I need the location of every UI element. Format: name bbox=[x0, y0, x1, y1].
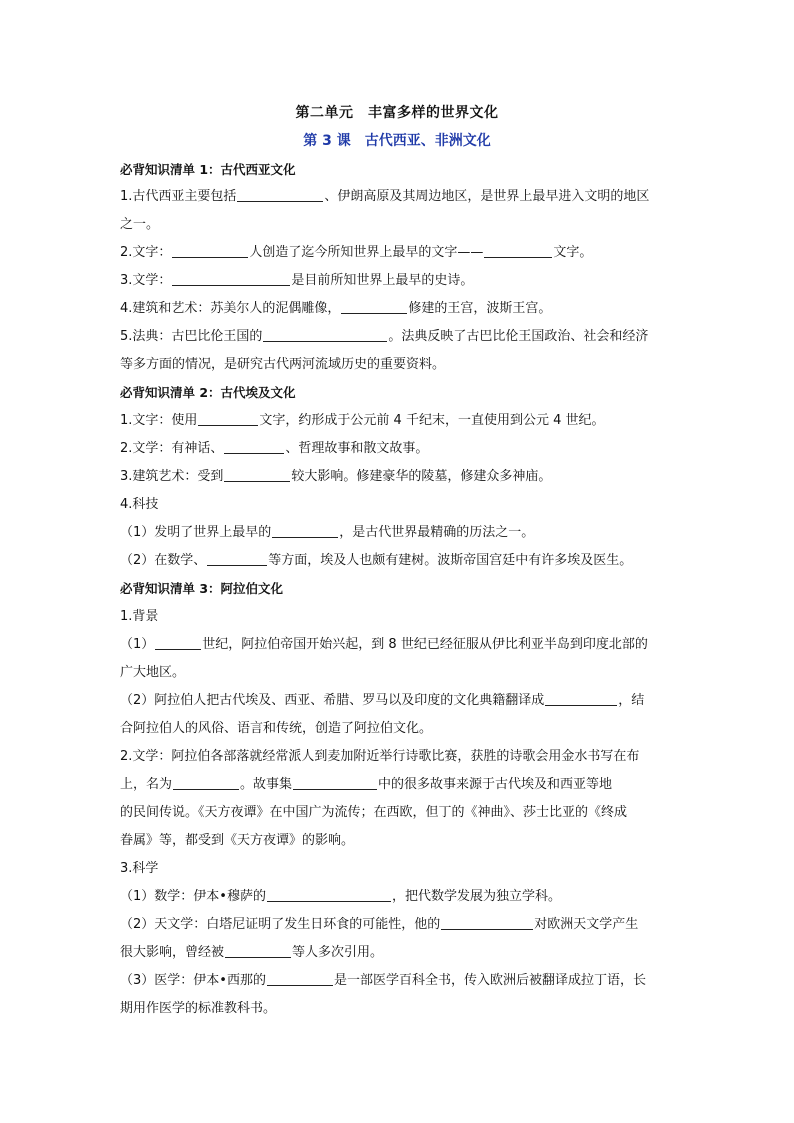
text: 是目前所知世界上最早的史诗。 bbox=[291, 273, 474, 288]
answer-blank bbox=[341, 299, 407, 314]
text: 等方面，埃及人也颇有建树。波斯帝国宫廷中有许多埃及医生。 bbox=[268, 553, 633, 568]
answer-blank bbox=[237, 187, 323, 202]
s2-item-1 bbox=[120, 411, 680, 431]
s3-science: 3.科学 bbox=[120, 861, 159, 876]
text: 等人多次引用。 bbox=[292, 945, 384, 960]
text: （1）数学：伊本•穆萨的 bbox=[120, 889, 266, 904]
answer-blank bbox=[263, 327, 387, 342]
answer-blank bbox=[484, 243, 552, 258]
s1-item-5-cont: 等多方面的情况，是研究古代两河流域历史的重要资料。 bbox=[120, 357, 446, 372]
text: 4.建筑和艺术：苏美尔人的泥偶雕像， bbox=[120, 301, 341, 316]
text: ，结 bbox=[618, 693, 645, 708]
text: （2）在数学、 bbox=[120, 553, 207, 568]
s3-sci-3 bbox=[120, 971, 680, 991]
text: 3.建筑艺术：受到 bbox=[120, 469, 224, 484]
text: （2）阿拉伯人把古代埃及、西亚、希腊、罗马以及印度的文化典籍翻译成 bbox=[120, 693, 545, 708]
text: 人创造了迄今所知世界上最早的文字—— bbox=[249, 245, 484, 260]
text: 较大影响。修建豪华的陵墓，修建众多神庙。 bbox=[291, 469, 552, 484]
unit-title: 第二单元 丰富多样的世界文化 bbox=[295, 105, 499, 121]
text: （1） bbox=[120, 637, 155, 652]
text: 2.文字： bbox=[120, 245, 172, 260]
text: ，把代数学发展为独立学科。 bbox=[391, 889, 561, 904]
s1-item-5 bbox=[120, 327, 680, 347]
s1-item-1 bbox=[120, 187, 680, 207]
lesson-title: 第 3 课 古代西亚、非洲文化 bbox=[303, 133, 491, 149]
s3-literature: 2.文学：阿拉伯各部落就经常派人到麦加附近举行诗歌比赛，获胜的诗歌会用金水书写在布 bbox=[120, 749, 640, 764]
s3-bg-2 bbox=[120, 691, 680, 711]
text: 是一部医学百科全书，传入欧洲后被翻译成拉丁语，长 bbox=[333, 973, 646, 988]
text: 、伊朗高原及其周边地区，是世界上最早进入文明的地区 bbox=[324, 189, 650, 204]
answer-blank bbox=[173, 775, 239, 790]
s3-literature-cont: 的民间传说。《天方夜谭》在中国广为流传；在西欧，但丁的《神曲》、莎士比亚的《终成 bbox=[120, 805, 628, 820]
text: 对欧洲天文学产生 bbox=[534, 917, 639, 932]
text: 世纪，阿拉伯帝国开始兴起，到 8 世纪已经征服从伊比利亚半岛到印度北部的 bbox=[202, 637, 648, 652]
answer-blank bbox=[545, 691, 617, 706]
text: 。法典反映了古巴比伦王国政治、社会和经济 bbox=[388, 329, 649, 344]
s3-literature-cont: 眷属》等，都受到《天方夜谭》的影响。 bbox=[120, 833, 355, 848]
s3-bg-2-cont: 合阿拉伯人的风俗、语言和传统，创造了阿拉伯文化。 bbox=[120, 721, 433, 736]
s3-sci-2-cont bbox=[120, 943, 680, 963]
answer-blank bbox=[155, 635, 201, 650]
s3-sci-1 bbox=[120, 887, 680, 907]
text: （2）天文学：白塔尼证明了发生日环食的可能性，他的 bbox=[120, 917, 441, 932]
text: 上，名为 bbox=[120, 777, 173, 792]
s2-item-4: 4.科技 bbox=[120, 497, 159, 512]
text: 中的很多故事来源于古代埃及和西亚等地 bbox=[378, 777, 613, 792]
text: 文字。 bbox=[553, 245, 593, 260]
answer-blank bbox=[172, 271, 290, 286]
answer-blank bbox=[441, 915, 533, 930]
answer-blank bbox=[267, 971, 333, 986]
text: 。故事集 bbox=[240, 777, 293, 792]
section-2-heading: 必背知识清单 2：古代埃及文化 bbox=[120, 385, 296, 400]
s3-background: 1.背景 bbox=[120, 609, 159, 624]
answer-blank bbox=[225, 943, 291, 958]
text: 1.古代西亚主要包括 bbox=[120, 189, 237, 204]
s3-sci-3-cont: 期用作医学的标准教科书。 bbox=[120, 1001, 277, 1016]
text: （1）发明了世界上最早的 bbox=[120, 525, 272, 540]
answer-blank bbox=[224, 467, 290, 482]
s2-item-3 bbox=[120, 467, 680, 487]
text: 文字，约形成于公元前 4 千纪末，一直使用到公元 4 世纪。 bbox=[259, 413, 605, 428]
section-1-heading: 必背知识清单 1：古代西亚文化 bbox=[120, 162, 296, 177]
s1-item-4 bbox=[120, 299, 680, 319]
text: 1.文字：使用 bbox=[120, 413, 198, 428]
text: ，是古代世界最精确的历法之一。 bbox=[339, 525, 535, 540]
s1-item-1-cont: 之一。 bbox=[120, 217, 160, 232]
answer-blank bbox=[172, 243, 248, 258]
s2-item-4-2 bbox=[120, 551, 680, 571]
answer-blank bbox=[293, 775, 377, 790]
text: （3）医学：伊本•西那的 bbox=[120, 973, 266, 988]
section-3-heading: 必背知识清单 3：阿拉伯文化 bbox=[120, 581, 284, 596]
answer-blank bbox=[272, 523, 338, 538]
answer-blank bbox=[224, 439, 284, 454]
answer-blank bbox=[207, 551, 267, 566]
s1-item-2 bbox=[120, 243, 680, 263]
text: 3.文学： bbox=[120, 273, 172, 288]
text: 修建的王宫，波斯王宫。 bbox=[408, 301, 552, 316]
answer-blank bbox=[267, 887, 391, 902]
text: 、哲理故事和散文故事。 bbox=[285, 441, 429, 456]
text: 5.法典：古巴比伦王国的 bbox=[120, 329, 263, 344]
s2-item-2 bbox=[120, 439, 680, 459]
s2-item-4-1 bbox=[120, 523, 680, 543]
s1-item-3 bbox=[120, 271, 680, 291]
s3-bg-1-cont: 广大地区。 bbox=[120, 665, 186, 680]
text: 很大影响，曾经被 bbox=[120, 945, 225, 960]
answer-blank bbox=[198, 411, 258, 426]
s3-sci-2 bbox=[120, 915, 680, 935]
text: 2.文学：有神话、 bbox=[120, 441, 224, 456]
s3-literature-cont bbox=[120, 775, 680, 795]
s3-bg-1 bbox=[120, 635, 680, 655]
